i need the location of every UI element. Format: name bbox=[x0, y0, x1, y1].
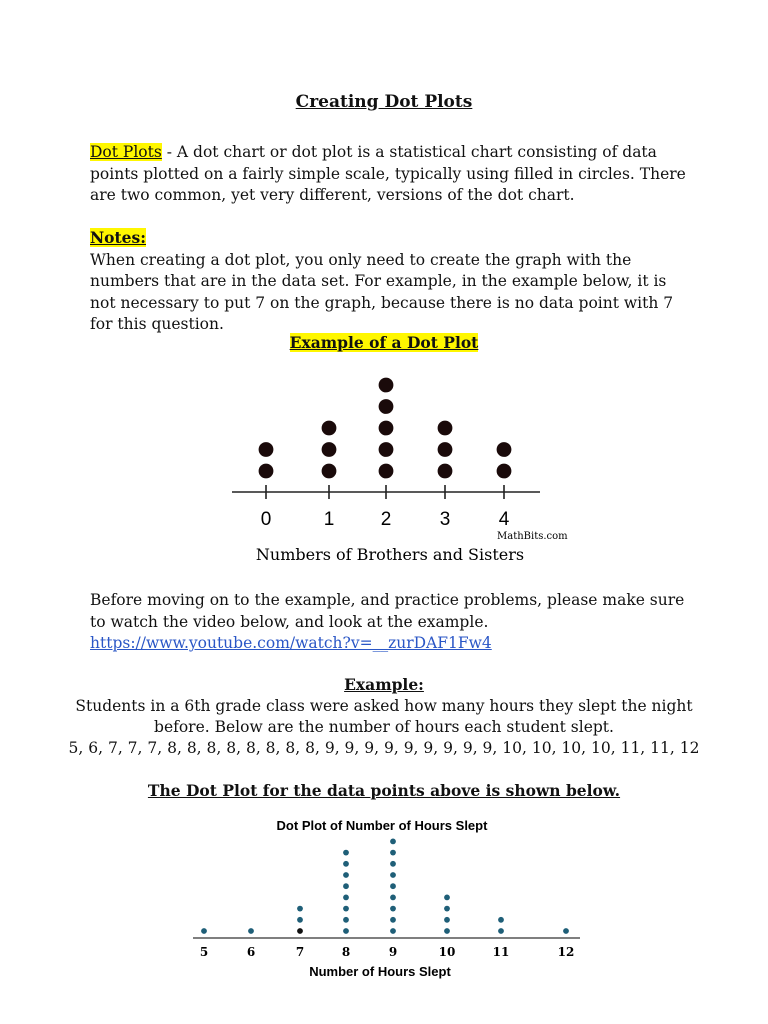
definition-paragraph bbox=[90, 142, 690, 207]
notes-text: When creating a dot plot, you only need to create the graph with the numbers that are in the data set. For example, in the example below, it is not necessary to put 7 on the graph, because there is no data point with 7 for this question. bbox=[90, 250, 674, 333]
data-dot bbox=[379, 421, 394, 436]
data-dot bbox=[322, 442, 337, 457]
dot-plot-siblings bbox=[0, 365, 768, 575]
data-dot bbox=[390, 883, 396, 889]
data-dot bbox=[297, 928, 303, 934]
data-dot bbox=[390, 872, 396, 878]
data-dot bbox=[201, 928, 207, 934]
tick-label: 12 bbox=[557, 945, 575, 959]
example-heading: Example: bbox=[344, 675, 424, 694]
data-dot bbox=[390, 917, 396, 923]
definition-text: - A dot chart or dot plot is a statistical chart consisting of data points plotted on a fairly simple scale, typically using filled in circles. There are two common, yet very different, versions of the dot chart. bbox=[90, 143, 686, 204]
x-axis-label: Number of Hours Slept bbox=[309, 964, 451, 979]
data-dot bbox=[343, 850, 349, 856]
data-dot bbox=[379, 464, 394, 479]
tick-label: 8 bbox=[341, 945, 351, 959]
tick-label: 4 bbox=[498, 509, 510, 530]
data-dot bbox=[343, 872, 349, 878]
dot-plot-siblings-dots bbox=[259, 378, 512, 479]
data-dot bbox=[497, 464, 512, 479]
data-dot bbox=[444, 917, 450, 923]
x-axis-label: Numbers of Brothers and Sisters bbox=[255, 545, 525, 564]
data-dot bbox=[343, 928, 349, 934]
data-dot bbox=[379, 378, 394, 393]
dot-plot-hours-ticks bbox=[200, 945, 575, 959]
before-text: Before moving on to the example, and practice problems, please make sure to watch the video below, and look at the example. bbox=[90, 591, 685, 631]
tick-label: 3 bbox=[439, 509, 451, 530]
data-dot bbox=[498, 917, 504, 923]
data-dot bbox=[390, 839, 396, 845]
data-dot bbox=[343, 906, 349, 912]
data-dot bbox=[322, 421, 337, 436]
data-dot bbox=[390, 895, 396, 901]
data-dot bbox=[444, 906, 450, 912]
data-dot bbox=[379, 442, 394, 457]
data-dot bbox=[497, 442, 512, 457]
dot-plot-hours-dots bbox=[201, 839, 569, 934]
data-dot bbox=[343, 861, 349, 867]
page-title: Creating Dot Plots bbox=[295, 92, 473, 112]
tick-label: 7 bbox=[295, 945, 305, 959]
tick-label: 9 bbox=[388, 945, 398, 959]
example-plot-heading-wrap bbox=[0, 333, 768, 352]
data-dot bbox=[444, 928, 450, 934]
data-dot bbox=[297, 917, 303, 923]
data-dot bbox=[498, 928, 504, 934]
data-dot bbox=[322, 464, 337, 479]
example-data-list: 5, 6, 7, 7, 7, 8, 8, 8, 8, 8, 8, 8, 8, 9, 9, 9, 9, 9, 9, 9, 9, 9, 10, 10, 10, 10, 11, 11, 12 bbox=[68, 739, 700, 757]
chart-title: Dot Plot of Number of Hours Slept bbox=[276, 818, 488, 833]
data-dot bbox=[438, 442, 453, 457]
tick-label: 2 bbox=[380, 509, 392, 530]
notes-heading: Notes: bbox=[90, 228, 146, 247]
data-dot bbox=[390, 906, 396, 912]
dot-plot-hours bbox=[0, 810, 768, 990]
example-line-1: Students in a 6th grade class were asked how many hours they slept the night bbox=[75, 697, 693, 715]
data-dot bbox=[343, 883, 349, 889]
data-dot bbox=[379, 399, 394, 414]
data-dot bbox=[563, 928, 569, 934]
data-dot bbox=[248, 928, 254, 934]
example-line-2: before. Below are the number of hours each student slept. bbox=[154, 718, 614, 736]
definition-term: Dot Plots bbox=[90, 143, 162, 161]
example-plot-heading: Example of a Dot Plot bbox=[289, 333, 479, 352]
tick-label: 10 bbox=[438, 945, 456, 959]
tick-label: 6 bbox=[246, 945, 256, 959]
tick-label: 1 bbox=[323, 509, 335, 530]
data-dot bbox=[390, 928, 396, 934]
data-dot bbox=[438, 421, 453, 436]
video-link[interactable]: https://www.youtube.com/watch?v=__zurDAF1Fw4 bbox=[90, 634, 492, 652]
tick-label: 0 bbox=[260, 509, 272, 530]
chart-credit: MathBits.com bbox=[497, 531, 568, 542]
data-dot bbox=[444, 895, 450, 901]
plot2-caption: The Dot Plot for the data points above is shown below. bbox=[147, 781, 621, 800]
data-dot bbox=[297, 906, 303, 912]
data-dot bbox=[390, 861, 396, 867]
data-dot bbox=[343, 895, 349, 901]
notes-section bbox=[90, 227, 690, 336]
data-dot bbox=[343, 917, 349, 923]
tick-label: 5 bbox=[199, 945, 209, 959]
data-dot bbox=[438, 464, 453, 479]
data-dot bbox=[259, 442, 274, 457]
data-dot bbox=[390, 850, 396, 856]
data-dot bbox=[259, 464, 274, 479]
tick-label: 11 bbox=[492, 945, 510, 959]
before-paragraph bbox=[90, 590, 690, 655]
